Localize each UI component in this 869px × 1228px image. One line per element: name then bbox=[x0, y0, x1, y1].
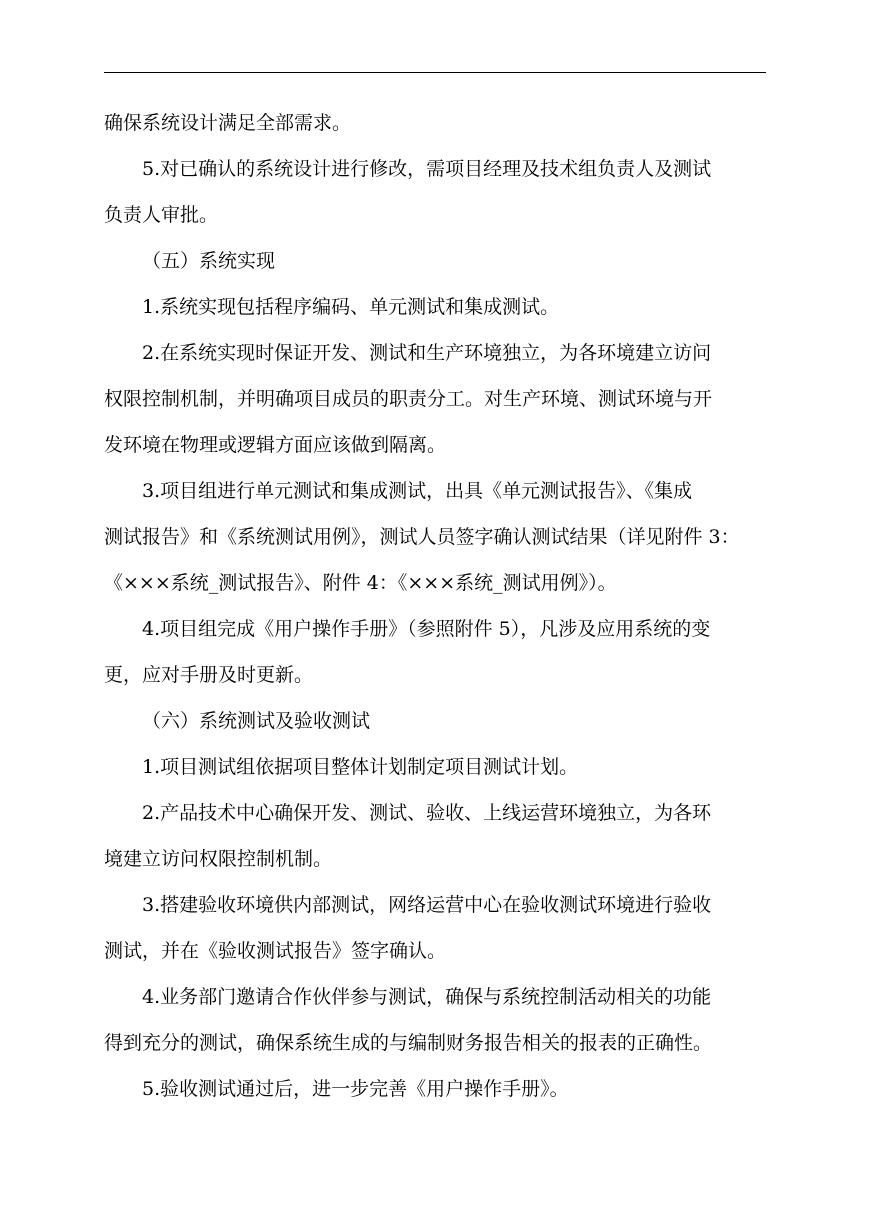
text-line: 2.在系统实现时保证开发、测试和生产环境独立，为各环境建立访问 bbox=[142, 342, 712, 364]
section-heading: （六）系统测试及验收测试 bbox=[142, 710, 371, 732]
text-line: 负责人审批。 bbox=[104, 204, 219, 226]
text-line: 3.搭建验收环境供内部测试，网络运营中心在验收测试环境进行验收 bbox=[142, 894, 712, 916]
text-line: 测试，并在《验收测试报告》签字确认。 bbox=[104, 940, 447, 962]
text-line: 4.业务部门邀请合作伙伴参与测试，确保与系统控制活动相关的功能 bbox=[142, 986, 712, 1008]
text-line: 测试报告》和《系统测试用例》，测试人员签字确认测试结果（详见附件 3： bbox=[104, 526, 740, 548]
text-line: 1.项目测试组依据项目整体计划制定项目测试计划。 bbox=[142, 756, 579, 778]
text-line: 发环境在物理或逻辑方面应该做到隔离。 bbox=[104, 434, 447, 456]
text-line: 更，应对手册及时更新。 bbox=[104, 664, 314, 686]
text-line: 境建立访问权限控制机制。 bbox=[104, 848, 333, 870]
document-body bbox=[104, 100, 766, 1112]
section-heading: （五）系统实现 bbox=[142, 250, 276, 272]
header-rule bbox=[104, 72, 766, 73]
text-line: 得到充分的测试，确保系统生成的与编制财务报告相关的报表的正确性。 bbox=[104, 1032, 713, 1054]
text-line: 5.对已确认的系统设计进行修改，需项目经理及技术组负责人及测试 bbox=[142, 158, 712, 180]
text-line: 确保系统设计满足全部需求。 bbox=[104, 112, 352, 134]
text-line: 2.产品技术中心确保开发、测试、验收、上线运营环境独立，为各环 bbox=[142, 802, 712, 824]
text-line: 1.系统实现包括程序编码、单元测试和集成测试。 bbox=[142, 296, 560, 318]
text-line: 4.项目组完成《用户操作手册》（参照附件 5），凡涉及应用系统的变 bbox=[142, 618, 711, 640]
text-line: 5.验收测试通过后，进一步完善《用户操作手册》。 bbox=[142, 1078, 569, 1100]
text-line: 《×××系统_测试报告》、附件 4：《×××系统_测试用例》）。 bbox=[104, 572, 617, 594]
text-line: 3.项目组进行单元测试和集成测试，出具《单元测试报告》、《集成 bbox=[142, 480, 693, 502]
text-line: 权限控制机制，并明确项目成员的职责分工。对生产环境、测试环境与开 bbox=[104, 388, 713, 410]
